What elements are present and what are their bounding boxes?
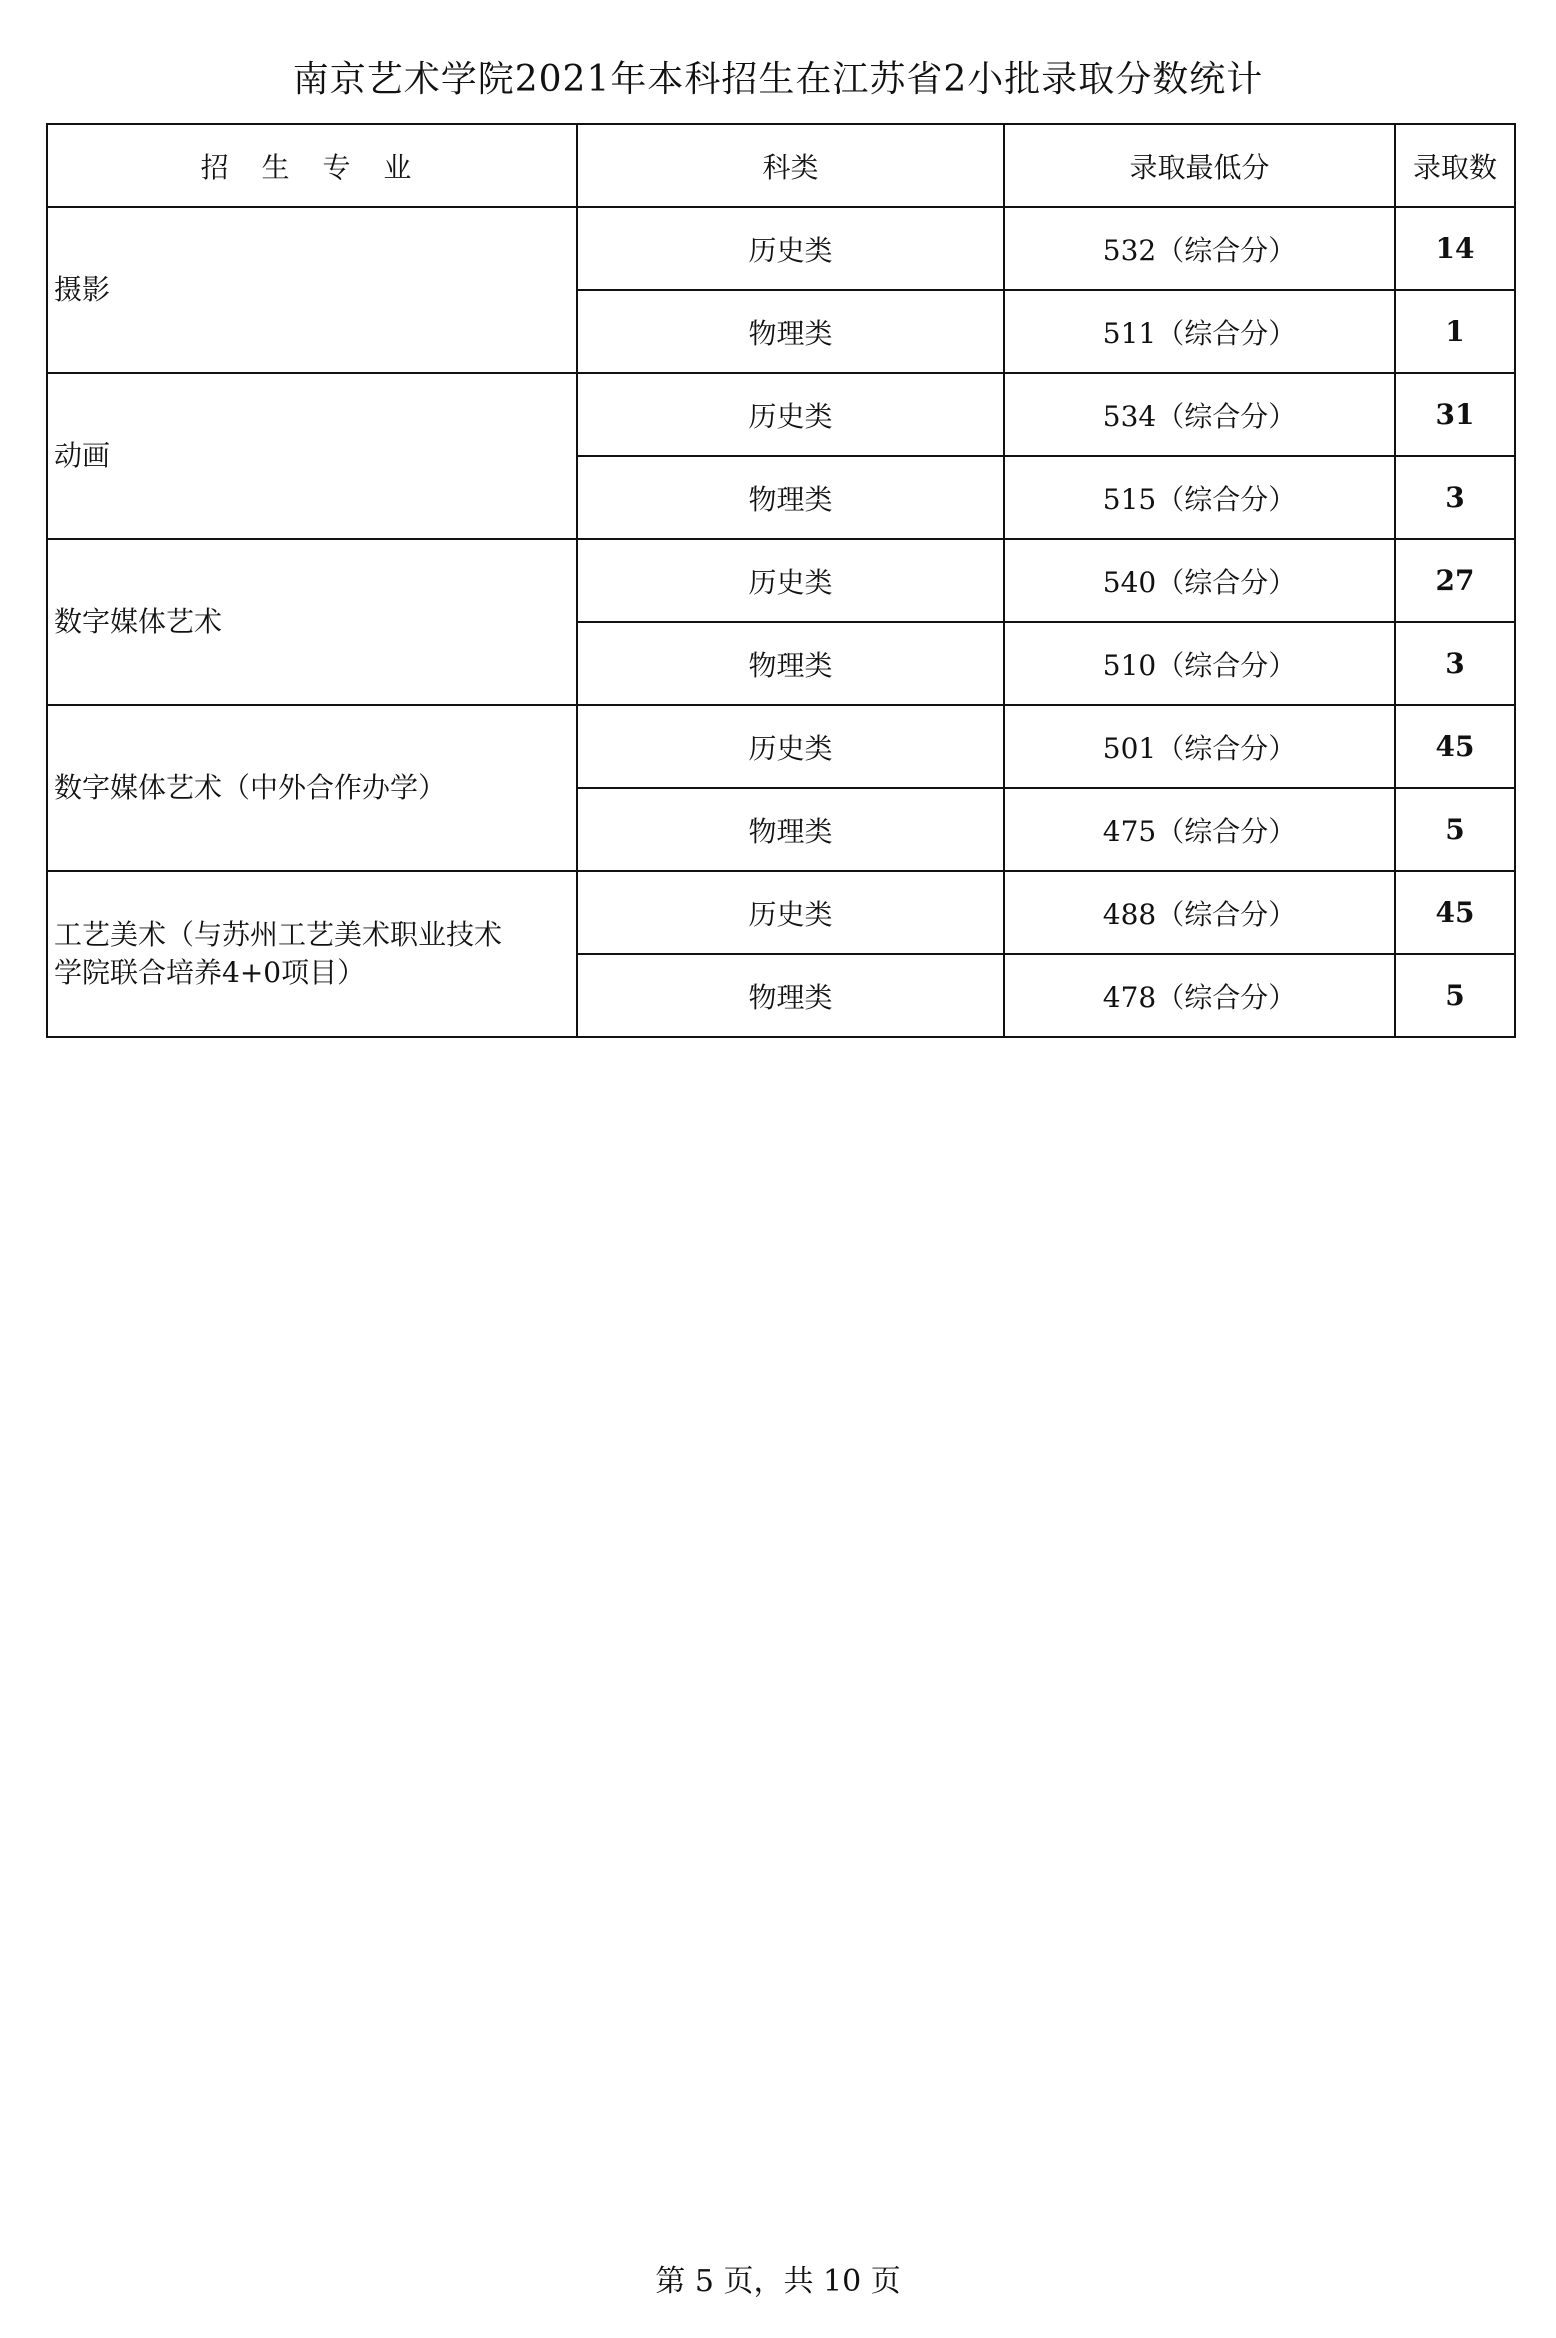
min-score-cell: 475（综合分） bbox=[1004, 788, 1395, 871]
major-cell bbox=[47, 871, 577, 1037]
count-cell: 5 bbox=[1395, 788, 1515, 871]
category-cell: 历史类 bbox=[577, 207, 1004, 290]
footer-current-page: 5 bbox=[694, 2264, 714, 2299]
min-score-cell: 511（综合分） bbox=[1004, 290, 1395, 373]
header-major: 招 生 专 业 bbox=[47, 124, 577, 207]
count-cell: 45 bbox=[1395, 871, 1515, 954]
footer-middle: 页，共 bbox=[713, 2264, 823, 2299]
category-cell: 物理类 bbox=[577, 456, 1004, 539]
table-row bbox=[47, 373, 1515, 456]
min-score-cell: 510（综合分） bbox=[1004, 622, 1395, 705]
footer-total-pages: 10 bbox=[822, 2264, 862, 2299]
count-cell: 1 bbox=[1395, 290, 1515, 373]
header-category: 科类 bbox=[577, 124, 1004, 207]
table-header-row bbox=[47, 124, 1515, 207]
category-cell: 历史类 bbox=[577, 373, 1004, 456]
category-cell: 物理类 bbox=[577, 290, 1004, 373]
major-line: 学院联合培养4+0项目） bbox=[54, 956, 366, 989]
major-cell: 数字媒体艺术（中外合作办学） bbox=[47, 705, 577, 871]
category-cell: 物理类 bbox=[577, 788, 1004, 871]
category-cell: 物理类 bbox=[577, 954, 1004, 1037]
major-cell: 摄影 bbox=[47, 207, 577, 373]
footer-prefix: 第 bbox=[655, 2264, 695, 2299]
count-cell: 14 bbox=[1395, 207, 1515, 290]
category-cell: 物理类 bbox=[577, 622, 1004, 705]
admission-score-table bbox=[46, 123, 1516, 1038]
min-score-cell: 540（综合分） bbox=[1004, 539, 1395, 622]
min-score-cell: 478（综合分） bbox=[1004, 954, 1395, 1037]
min-score-cell: 532（综合分） bbox=[1004, 207, 1395, 290]
min-score-cell: 488（综合分） bbox=[1004, 871, 1395, 954]
count-cell: 3 bbox=[1395, 622, 1515, 705]
major-cell: 数字媒体艺术 bbox=[47, 539, 577, 705]
table-row bbox=[47, 871, 1515, 954]
header-min-score: 录取最低分 bbox=[1004, 124, 1395, 207]
category-cell: 历史类 bbox=[577, 871, 1004, 954]
table-row bbox=[47, 539, 1515, 622]
category-cell: 历史类 bbox=[577, 539, 1004, 622]
min-score-cell: 515（综合分） bbox=[1004, 456, 1395, 539]
count-cell: 45 bbox=[1395, 705, 1515, 788]
page-footer bbox=[0, 2262, 1556, 2302]
header-count: 录取数 bbox=[1395, 124, 1515, 207]
major-cell: 动画 bbox=[47, 373, 577, 539]
page-title: 南京艺术学院2021年本科招生在江苏省2小批录取分数统计 bbox=[292, 59, 1264, 100]
table-row bbox=[47, 207, 1515, 290]
count-cell: 3 bbox=[1395, 456, 1515, 539]
min-score-cell: 501（综合分） bbox=[1004, 705, 1395, 788]
count-cell: 5 bbox=[1395, 954, 1515, 1037]
count-cell: 27 bbox=[1395, 539, 1515, 622]
count-cell: 31 bbox=[1395, 373, 1515, 456]
major-line: 工艺美术（与苏州工艺美术职业技术 bbox=[54, 918, 503, 951]
table-row bbox=[47, 705, 1515, 788]
min-score-cell: 534（综合分） bbox=[1004, 373, 1395, 456]
footer-suffix: 页 bbox=[861, 2264, 901, 2299]
category-cell: 历史类 bbox=[577, 705, 1004, 788]
